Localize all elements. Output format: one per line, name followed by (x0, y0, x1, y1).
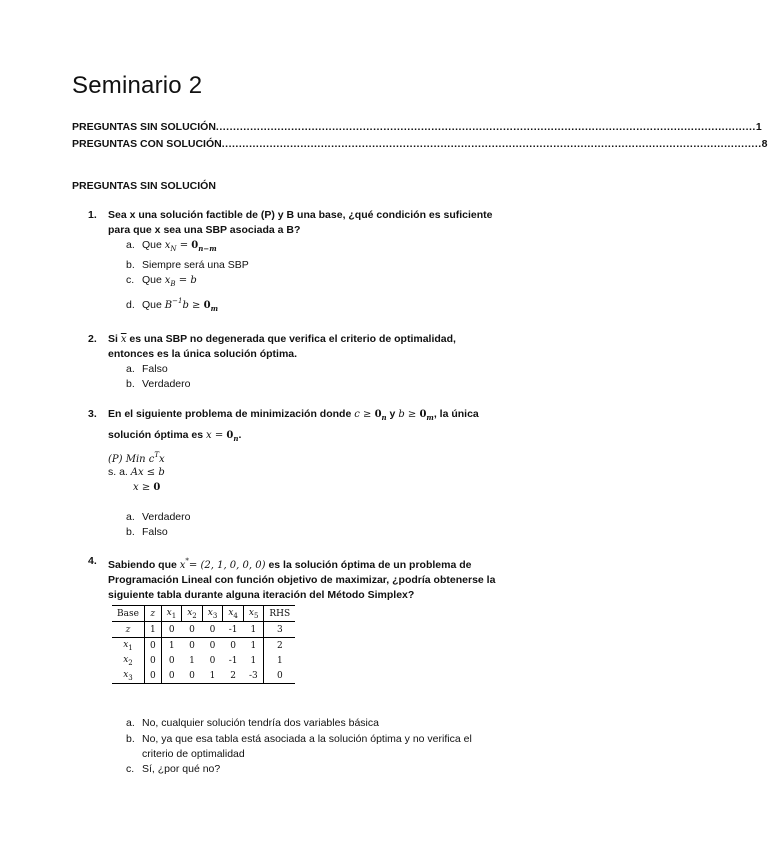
math-expression: $\overline{x}$ (120, 334, 127, 345)
math-expression: $0_m$ (419, 409, 434, 422)
tableau-cell: 2 (223, 668, 244, 684)
tableau-cell: 0 (182, 622, 203, 638)
tableau-header-row (112, 606, 295, 622)
option-letter: a. (126, 239, 135, 251)
option-letter: a. (126, 717, 135, 729)
question-number: 4. (88, 555, 97, 567)
model-constraint (108, 466, 165, 478)
question-text-line: Programación Lineal con función objetivo de maximizar, ¿podría obtenerse la (108, 574, 496, 586)
page-title: Seminario 2 (72, 72, 203, 99)
question-text-fragment: Sabiendo que (108, 559, 177, 571)
toc-page: 8 (761, 138, 768, 150)
tableau-cell: 0 (161, 668, 182, 684)
tableau-cell: 0 (144, 668, 161, 684)
toc-entry[interactable] (72, 121, 762, 133)
subject-to-label: s. a. (108, 466, 128, 478)
question-text-line: siguiente tabla durante alguna iteración del Método Simplex? (108, 589, 415, 601)
math-expression: x*= (2, 1, 0, 0, 0) (179, 557, 266, 571)
tableau-z-row (112, 622, 295, 638)
tableau-cell: 0 (202, 622, 223, 638)
question-text-line: para que x sea una SBP asociada a B? (108, 224, 301, 236)
question-text-fragment: solución óptima es (108, 429, 204, 441)
math-expression: x = (206, 430, 227, 441)
question-3 (88, 407, 528, 446)
tableau-cell: 1 (243, 622, 264, 638)
math-expression: $x_N$ = (164, 240, 192, 253)
option-text: Siempre será una SBP (142, 259, 249, 271)
question-text-fragment: En el siguiente problema de minimización donde (108, 408, 352, 420)
tableau-cell: 3 (264, 622, 295, 638)
math-expression: b ≥ (398, 409, 420, 420)
option-text: Falso (142, 526, 168, 538)
toc-leader: .............................................................................................................................................................. (215, 121, 756, 133)
section-heading: PREGUNTAS SIN SOLUCIÓN (72, 180, 216, 192)
option-2b (126, 377, 190, 391)
tableau-header-cell: RHS (264, 606, 295, 622)
option-2a (126, 362, 168, 376)
tableau-row (112, 668, 295, 684)
tableau-cell: 0 (182, 668, 203, 684)
question-text-fragment: es una SBP no degenerada que verifica el criterio de optimalidad, (129, 333, 456, 345)
option-1b (126, 258, 249, 272)
option-1c (126, 273, 197, 291)
question-text-fragment: Si (108, 333, 118, 345)
option-1a (126, 238, 217, 256)
tableau-cell: -1 (228, 655, 238, 666)
option-letter: c. (126, 763, 135, 775)
math-expression: 0 (153, 482, 161, 493)
math-expression: $B^{-1}b$ ≥ (164, 297, 204, 311)
question-text-fragment: , la única (433, 408, 479, 420)
tableau-cell: -3 (243, 668, 264, 684)
simplex-tableau (112, 605, 295, 684)
tableau-header-cell: $x_4$ (223, 606, 244, 622)
question-2 (88, 332, 528, 362)
tableau-cell: 0 (209, 640, 216, 651)
tableau-header-cell: $x_1$ (161, 606, 182, 622)
option-letter: b. (126, 378, 135, 390)
math-expression: $0_{n-m}$ (191, 240, 217, 253)
option-text: Sí, ¿por qué no? (142, 763, 221, 775)
math-expression: (P) Min c (108, 454, 155, 465)
question-text-line (108, 554, 528, 573)
option-text: Verdadero (142, 511, 191, 523)
option-text: No, cualquier solución tendría dos variables básica (142, 717, 379, 729)
option-3a (126, 510, 190, 524)
math-expression: $0_n$ (226, 430, 239, 443)
tableau-row (112, 653, 295, 668)
option-1d (126, 294, 218, 316)
question-number: 1. (88, 209, 97, 221)
question-1 (88, 208, 528, 238)
tableau-cell: 1 (202, 668, 223, 684)
option-letter: a. (126, 511, 135, 523)
option-letter: a. (126, 363, 135, 375)
tableau-header-cell: $x_3$ (202, 606, 223, 622)
option-4b (126, 732, 472, 746)
option-4b-continued (142, 747, 245, 761)
model-objective (108, 451, 165, 465)
tableau-cell: 2 (276, 640, 283, 651)
tableau-cell: 1 (276, 655, 283, 666)
option-4c (126, 762, 220, 776)
option-text: Que (142, 274, 162, 286)
question-text-line: Sea x una solución factible de (P) y B una base, ¿qué condición es suficiente (108, 209, 493, 221)
math-expression: $0_m$ (203, 300, 218, 313)
tableau-cell: 1 (168, 640, 175, 651)
option-letter: b. (126, 526, 135, 538)
option-letter: b. (126, 259, 135, 271)
option-text: Verdadero (142, 378, 191, 390)
tableau-header-cell: Base (112, 606, 144, 622)
option-text: Que (142, 239, 162, 251)
tableau-cell: 0 (264, 668, 295, 684)
math-expression: $0_n$ (374, 409, 387, 422)
question-number: 2. (88, 333, 97, 345)
tableau-cell: 0 (230, 640, 236, 651)
question-number: 3. (88, 408, 97, 420)
tableau-cell: 1 (144, 622, 161, 638)
option-letter: d. (126, 299, 135, 311)
tableau-row (112, 638, 295, 654)
option-text: No, ya que esa tabla está asociada a la solución óptima y no verifica el (142, 733, 472, 745)
math-expression: $x_B = b$ (164, 275, 197, 288)
option-4a (126, 716, 379, 730)
tableau-header-cell: $x_5$ (243, 606, 264, 622)
tableau-cell: 0 (189, 640, 195, 651)
option-text: Que (142, 299, 162, 311)
toc-label: PREGUNTAS SIN SOLUCIÓN (72, 121, 216, 133)
option-text: Falso (142, 363, 168, 375)
tableau-cell: 0 (144, 638, 161, 654)
model-nonneg (133, 481, 160, 493)
tableau-cell: 1 (243, 638, 264, 654)
math-expression: c ≥ (354, 409, 375, 420)
math-expression: x ≥ (133, 482, 154, 493)
tableau-header-cell: $x_2$ (182, 606, 203, 622)
question-text-line: solución óptima es $x = 0_n$. (108, 429, 242, 443)
tableau-cell: $x_2$ (112, 653, 144, 668)
tableau-cell: 1 (243, 653, 264, 668)
tableau-cell: 1 (189, 655, 195, 666)
question-4 (88, 554, 528, 603)
tableau-cell: 0 (144, 653, 161, 668)
option-text: criterio de optimalidad (142, 748, 245, 760)
tableau-cell: z (112, 622, 144, 638)
option-3b (126, 525, 168, 539)
tableau-cell: 0 (161, 622, 182, 638)
math-expression: Ax ≤ b (130, 467, 165, 478)
option-letter: b. (126, 733, 135, 745)
question-text-fragment: es la solución óptima de un problema de (268, 559, 472, 571)
toc-label: PREGUNTAS CON SOLUCIÓN (72, 138, 222, 150)
question-text-line (108, 407, 528, 425)
tableau-cell: 0 (168, 655, 175, 666)
question-text-line (108, 332, 528, 347)
toc-entry[interactable] (72, 138, 768, 150)
toc-leader: .............................................................................................................................................................. (221, 138, 762, 150)
tableau-cell: $x_3$ (112, 668, 144, 684)
option-letter: c. (126, 274, 135, 286)
toc-page: 1 (755, 121, 762, 133)
tableau-cell: $x_1$ (112, 638, 144, 654)
question-text-fragment: y (389, 408, 396, 420)
tableau-cell: 0 (209, 655, 216, 666)
question-text-line: entonces es la única solución óptima. (108, 348, 298, 360)
math-expression: $^T$x (154, 451, 165, 465)
tableau-header-cell: z (144, 606, 161, 622)
tableau-cell: -1 (223, 622, 244, 638)
